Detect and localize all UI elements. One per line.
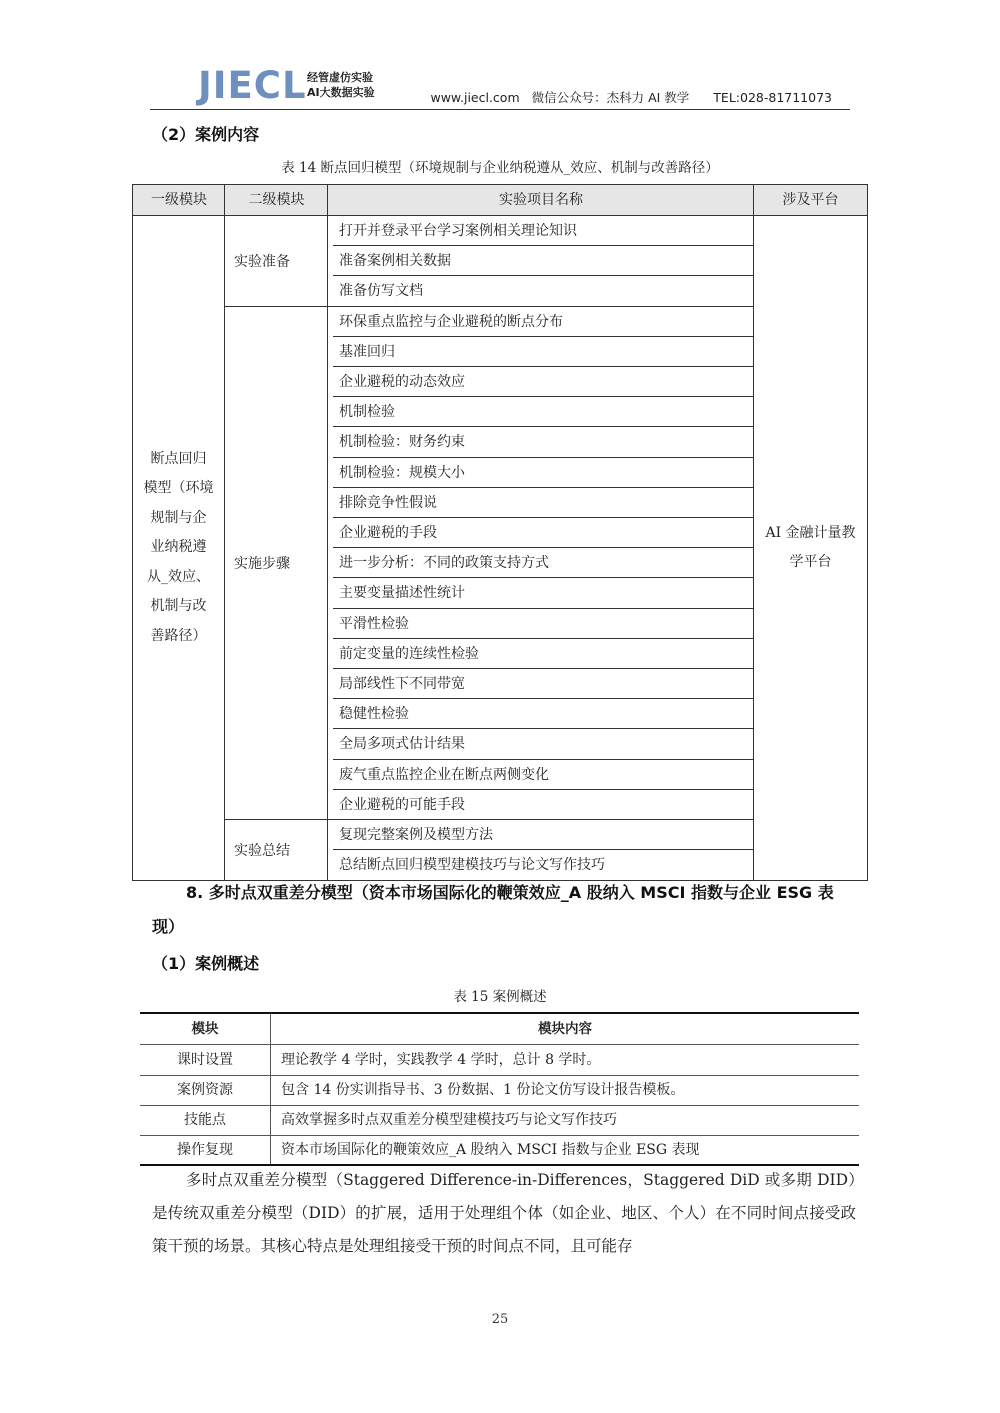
- logo-sub-line-1: 经管虚仿实验: [307, 71, 373, 84]
- experiment-item: 机制检验：财务约束: [333, 427, 753, 457]
- section-8-title: 8. 多时点双重差分模型（资本市场国际化的鞭策效应_A 股纳入 MSCI 指数与企业 ESG 表现）: [152, 883, 834, 936]
- table-15-header: [140, 1014, 859, 1044]
- experiment-item: 稳健性检验: [333, 699, 753, 729]
- level2-module-label: 实施步骤: [234, 556, 290, 573]
- module-name-cell: 案例资源: [177, 1082, 233, 1098]
- module-name-cell: 技能点: [184, 1112, 226, 1128]
- level2-module-cell: [225, 216, 327, 307]
- column-header-content: 模块内容: [270, 1014, 859, 1044]
- module-content-cell: 理论教学 4 学时，实践教学 4 学时，总计 8 学时。: [270, 1045, 859, 1075]
- level2-module-cell: [225, 820, 327, 880]
- experiment-item: 局部线性下不同带宽: [333, 669, 753, 699]
- column-header-module: 模块: [191, 1021, 219, 1037]
- level1-module-line: 规制与企: [150, 509, 207, 526]
- experiment-item: 复现完整案例及模型方法: [333, 820, 753, 850]
- module-content-cell: 资本市场国际化的鞭策效应_A 股纳入 MSCI 指数与企业 ESG 表现: [270, 1135, 859, 1165]
- level1-module-line: 断点回归: [150, 450, 207, 467]
- table-14: [132, 184, 868, 881]
- level2-module-label: 实验总结: [234, 843, 290, 860]
- case-overview-heading: （1）案例概述: [152, 954, 260, 973]
- experiment-item: 机制检验: [333, 397, 753, 427]
- experiment-item: 平滑性检验: [333, 609, 753, 639]
- wechat-info: 微信公众号：杰科力 AI 教学: [531, 90, 690, 105]
- experiment-item: 环保重点监控与企业避税的断点分布: [333, 307, 753, 337]
- experiment-item: 总结断点回归模型建模技巧与论文写作技巧: [339, 857, 605, 874]
- table-row: [140, 1045, 859, 1075]
- platform-cell: [754, 216, 867, 880]
- level2-module-cell: [225, 307, 327, 820]
- table-14-caption: 表 14 断点回归模型（环境规制与企业纳税遵从_效应、机制与改善路径）: [281, 160, 719, 176]
- platform-line: AI 金融计量教: [765, 524, 856, 541]
- page-number: 25: [491, 1312, 509, 1327]
- experiment-item: 企业避税的手段: [333, 518, 753, 548]
- experiment-item: 主要变量描述性统计: [333, 578, 753, 608]
- module-name-cell: 操作复现: [177, 1142, 233, 1158]
- experiment-item: 准备仿写文档: [339, 283, 423, 300]
- experiment-item: 企业避税的动态效应: [333, 367, 753, 397]
- experiment-item: 排除竞争性假说: [333, 488, 753, 518]
- logo-sub-line-2: AI大数据实验: [307, 86, 375, 99]
- column-header-level1: 一级模块: [151, 192, 207, 208]
- level1-module-line: 从_效应、: [147, 568, 210, 585]
- experiment-item: 基准回归: [333, 337, 753, 367]
- level1-module-line: 模型（环境: [143, 480, 214, 497]
- module-content-cell: 包含 14 份实训指导书、3 份数据、1 份论文仿写设计报告模板。: [270, 1075, 859, 1105]
- level1-module-line: 机制与改: [150, 598, 207, 615]
- column-header-platform: 涉及平台: [782, 192, 839, 208]
- experiment-item: 准备案例相关数据: [333, 246, 753, 276]
- column-header-level2: 二级模块: [248, 192, 305, 208]
- body-paragraph: 多时点双重差分模型（Staggered Difference-in-Differences，Staggered DiD 或多期 DID）是传统双重差分模型（DID）的扩展，适用于处理组个体（如企业、地区、个人）在不同时间点接受政策干预的场景。其核心特点是处理组接受干预的时间点不同，且可能存: [152, 1171, 856, 1255]
- experiment-item: 废气重点监控企业在断点两侧变化: [333, 760, 753, 790]
- table-15-caption: 表 15 案例概述: [453, 989, 547, 1005]
- phone-number: TEL:028-81711073: [713, 90, 832, 105]
- table-14-header: [133, 185, 867, 216]
- experiment-item: 前定变量的连续性检验: [333, 639, 753, 669]
- table-row: [140, 1075, 859, 1105]
- level1-module-line: 业纳税遵: [150, 539, 207, 556]
- experiment-item: 进一步分析：不同的政策支持方式: [333, 548, 753, 578]
- website-link[interactable]: www.jiecl.com: [430, 90, 520, 105]
- platform-line: 学平台: [789, 554, 832, 570]
- experiment-item: 打开并登录平台学习案例相关理论知识: [333, 216, 753, 246]
- module-content-cell: 高效掌握多时点双重差分模型建模技巧与论文写作技巧: [270, 1105, 859, 1135]
- table-row: [140, 1105, 859, 1135]
- experiment-item: 机制检验：规模大小: [333, 458, 753, 488]
- table-row: [140, 1135, 859, 1165]
- experiment-item: 企业避税的可能手段: [339, 796, 465, 813]
- logo-subtitle: [307, 70, 375, 100]
- module-name-cell: 课时设置: [177, 1052, 233, 1068]
- page-header: [150, 62, 850, 110]
- experiment-item: 全局多项式估计结果: [333, 729, 753, 759]
- level1-module-line: 善路径）: [150, 627, 207, 644]
- level1-module-cell: [133, 216, 224, 880]
- column-header-project: 实验项目名称: [499, 192, 583, 208]
- logo: JIECL: [198, 64, 307, 107]
- level2-module-label: 实验准备: [234, 254, 290, 271]
- header-contact: [422, 88, 832, 106]
- case-content-heading: （2）案例内容: [152, 125, 260, 144]
